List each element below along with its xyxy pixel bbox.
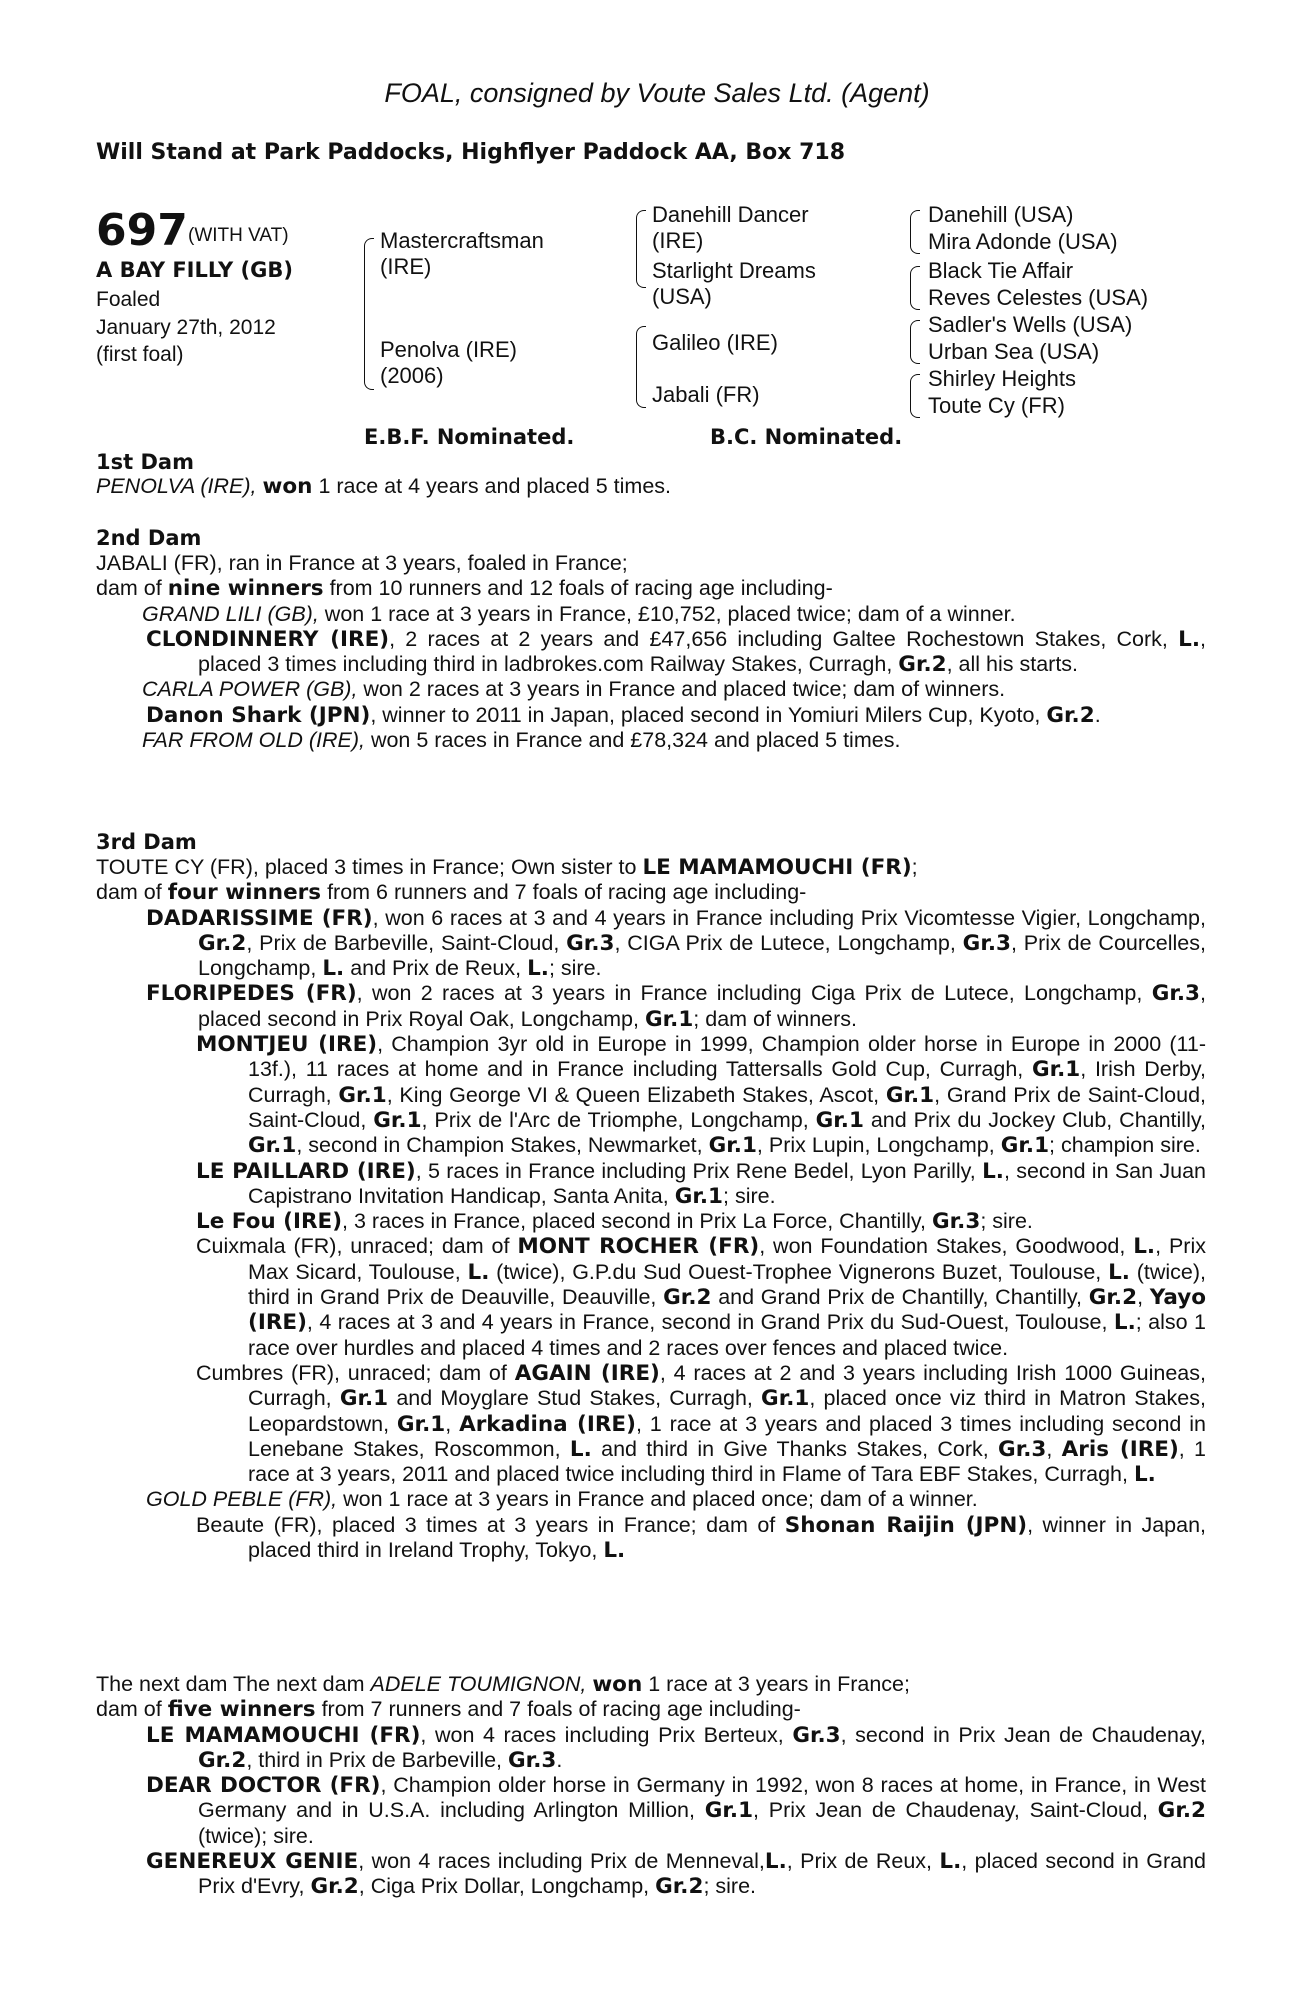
text: dam of <box>96 880 162 905</box>
ggs-1: Danehill (USA) <box>928 202 1074 227</box>
grade: Gr.1 <box>1000 1133 1050 1159</box>
produce-genereux-genie <box>96 1849 1206 1900</box>
produce-carla-power <box>96 677 1206 702</box>
horse-name: Arkadina (IRE) <box>459 1411 636 1437</box>
horse-name: LE MAMAMOUCHI (FR) <box>146 1722 421 1748</box>
text: , won 2 races at 3 years in France including Ciga Prix de Lutece, Longchamp, <box>356 981 1143 1006</box>
text: , Ciga Prix Dollar, Longchamp, <box>358 1874 650 1899</box>
ggs-8: Toute Cy (FR) <box>928 393 1065 418</box>
sire <box>380 228 544 280</box>
text: won 5 races in France and £78,324 and placed 5 times. <box>370 728 901 753</box>
grade: Gr.1 <box>248 1133 297 1159</box>
text: dam of <box>96 576 162 601</box>
text: , won Foundation Stakes, Goodwood, <box>759 1234 1126 1259</box>
text: , Champion 3yr old in Europe in 1999, Champion older horse in Europe in 2000 (11-13f.), 11 races at home and in France including Tattersalls Gold Cup, Curragh, <box>248 1032 1206 1082</box>
grade: Gr.1 <box>373 1107 422 1133</box>
grade: L. <box>1133 1234 1156 1260</box>
horse-name: LE PAILLARD (IRE) <box>196 1158 416 1184</box>
granddam-1 <box>652 258 816 310</box>
text: , second in San Juan Capistrano Invitation Handicap, Santa Anita, <box>248 1158 1206 1208</box>
horse-name: CLONDINNERY (IRE) <box>146 626 390 652</box>
bc-nominated: B.C. Nominated. <box>710 425 903 449</box>
gs2-name: Starlight Dreams <box>652 258 816 283</box>
produce-le-mamamouchi <box>96 1723 1206 1774</box>
text: ; sire. <box>703 1874 757 1899</box>
text: , all his starts. <box>946 652 1079 677</box>
grade: L. <box>467 1259 490 1285</box>
text: ; champion sire. <box>1049 1133 1201 1158</box>
grade: L. <box>982 1158 1004 1184</box>
grade: Gr.1 <box>339 1386 389 1412</box>
grade: Gr.2 <box>663 1285 712 1311</box>
grade: L. <box>1108 1259 1130 1285</box>
horse-name: GOLD PEBLE (FR), <box>146 1487 338 1512</box>
text: , winner to 2011 in Japan, placed second in Yomiuri Milers Cup, Kyoto, <box>370 702 1041 727</box>
text: , second in Prix Jean de Chaudenay, <box>840 1722 1207 1747</box>
text: Cuixmala (FR), unraced; dam of <box>196 1234 510 1259</box>
text: (twice); sire. <box>198 1823 314 1848</box>
page-header: FOAL, consigned by Voute Sales Ltd. (Agent) <box>384 78 930 108</box>
produce-grand-lili <box>96 602 1206 627</box>
horse-name: LE MAMAMOUCHI (FR) <box>642 855 912 880</box>
next-dam-line-1 <box>96 1672 1206 1697</box>
text: , won 4 races including Prix Berteux, <box>420 1722 784 1747</box>
dam-name: Penolva (IRE) <box>380 337 517 362</box>
horse-name: Yayo (IRE) <box>248 1285 1207 1336</box>
text: ; <box>911 855 918 879</box>
horse-name: FLORIPEDES (FR) <box>146 981 357 1007</box>
text: , won 4 races including Prix de Menneval, <box>358 1849 765 1874</box>
text: Beaute (FR), placed 3 times at 3 years in France; dam of <box>196 1512 776 1537</box>
text: , 4 races at 2 and 3 years including Irish 1000 Guineas, Curragh, <box>248 1360 1206 1411</box>
grade: L. <box>603 1538 626 1564</box>
grade: L. <box>1178 626 1201 652</box>
grade: Gr.2 <box>198 930 247 956</box>
text: from 7 runners and 7 foals of racing age including- <box>321 1697 801 1722</box>
text: , Irish Derby, Curragh, <box>248 1057 1206 1107</box>
first-dam-text: 1 race at 4 years and placed 5 times. <box>318 474 671 498</box>
first-dam-section <box>96 474 1206 499</box>
produce-clondinnery <box>96 627 1206 678</box>
horse-name: MONT ROCHER (FR) <box>517 1234 760 1260</box>
won-label: won <box>592 1672 643 1697</box>
grade: Gr.2 <box>898 652 947 678</box>
horse-name: Le Fou (IRE) <box>196 1209 343 1235</box>
grade: Gr.2 <box>1046 702 1095 728</box>
winners-count: nine winners <box>167 576 324 602</box>
text: , Prix Jean de Chaudenay, Saint-Cloud, <box>753 1798 1148 1823</box>
next-dam-section <box>96 1672 1206 1900</box>
grade: Gr.2 <box>1157 1798 1206 1824</box>
grade: L. <box>322 956 345 982</box>
text: , Prix de Courcelles, Longchamp, <box>198 930 1206 981</box>
produce-le-fou <box>96 1209 1206 1234</box>
horse-name: CARLA POWER (GB), <box>142 677 358 702</box>
grade: Gr.3 <box>932 1209 981 1235</box>
text: won 2 races at 3 years in France and placed twice; dam of winners. <box>363 677 1006 702</box>
dam-year: (2006) <box>380 363 444 388</box>
grade: L. <box>1113 1310 1136 1336</box>
produce-dear-doctor <box>96 1773 1206 1849</box>
horse-name: AGAIN (IRE) <box>514 1360 660 1386</box>
grade: Gr.1 <box>815 1107 864 1133</box>
text: (twice), third in Grand Prix de Deauville, Deauville, <box>248 1259 1206 1310</box>
produce-le-paillard <box>96 1159 1206 1210</box>
produce-danon-shark <box>96 703 1206 728</box>
horse-name: FAR FROM OLD (IRE), <box>142 728 365 753</box>
produce-far-from-old <box>96 728 1206 753</box>
text: , <box>1046 1436 1053 1461</box>
text: and third in Give Thanks Stakes, Cork, <box>601 1436 989 1461</box>
second-dam-section <box>96 551 1206 753</box>
grade: Gr.1 <box>1031 1057 1081 1083</box>
text: , Prix de Reux, <box>786 1849 933 1874</box>
grade: Gr.1 <box>338 1082 387 1108</box>
text: TOUTE CY (FR), placed 3 times in France; Own sister to <box>96 855 637 879</box>
ggs-5: Sadler's Wells (USA) <box>928 312 1133 337</box>
text: , placed second in Grand Prix d'Evry, <box>198 1849 1207 1899</box>
text: , CIGA Prix de Lutece, Longchamp, <box>614 930 956 955</box>
gs1-country: (IRE) <box>652 228 704 253</box>
won-label: won <box>262 474 313 499</box>
text: , 2 races at 2 years and £47,656 including Galtee Rochestown Stakes, Cork, <box>389 626 1168 651</box>
produce-beaute <box>96 1513 1206 1564</box>
produce-montjeu <box>96 1032 1206 1158</box>
text: ; dam of winners. <box>693 1006 858 1031</box>
ggs-brace-3 <box>910 320 920 364</box>
text: won 1 race at 3 years in France and placed once; dam of a winner. <box>343 1487 978 1512</box>
text: , Prix Lupin, Longchamp, <box>756 1133 995 1158</box>
lot-name: A BAY FILLY (GB) <box>96 258 293 282</box>
dam-line-brace <box>636 326 646 408</box>
text: , 1 race at 3 years, 2011 and placed twice including third in Flame of Tara EBF Stakes, Curragh, <box>248 1436 1207 1487</box>
produce-dadarissime <box>96 906 1206 982</box>
text: ; sire. <box>548 956 602 981</box>
grade: L. <box>1133 1462 1156 1488</box>
text: , Prix de l'Arc de Triomphe, Longchamp, <box>421 1107 809 1132</box>
sire-name: Mastercraftsman <box>380 228 544 253</box>
text: , Grand Prix de Saint-Cloud, Saint-Cloud, <box>248 1082 1206 1132</box>
grade: L. <box>939 1849 962 1875</box>
text: , placed second in Prix Royal Oak, Longchamp, <box>198 981 1206 1031</box>
text: , Prix de Barbeville, Saint-Cloud, <box>246 930 560 955</box>
text: . <box>1094 702 1101 727</box>
sire-line-brace <box>636 210 646 288</box>
grade: Gr.3 <box>1151 981 1201 1007</box>
horse-name: GRAND LILI (GB), <box>142 601 319 626</box>
text: , winner in Japan, placed third in Ireland Trophy, Tokyo, <box>248 1512 1207 1563</box>
text: won 1 race at 3 years in France, £10,752, placed twice; dam of a winner. <box>324 601 1016 626</box>
pedigree-brace <box>364 238 374 390</box>
horse-name: DADARISSIME (FR) <box>146 905 373 931</box>
grade: Gr.3 <box>998 1436 1047 1462</box>
text: , Prix Max Sicard, Toulouse, <box>248 1234 1206 1284</box>
text: 1 race at 3 years in France; <box>648 1672 910 1696</box>
text: ; also 1 race over hurdles and placed 4 times and 2 races over fences and placed twice. <box>248 1310 1206 1360</box>
text: , <box>1137 1285 1144 1310</box>
text: . <box>556 1747 563 1772</box>
grade: Gr.1 <box>674 1183 724 1209</box>
text: , second in Champion Stakes, Newmarket, <box>296 1133 703 1158</box>
grade: Gr.1 <box>885 1082 935 1108</box>
horse-name: ADELE TOUMIGNON, <box>370 1672 587 1696</box>
sire-country: (IRE) <box>380 254 432 279</box>
produce-gold-peble <box>96 1487 1206 1512</box>
grade: Gr.3 <box>962 930 1011 956</box>
dam-name: PENOLVA (IRE), <box>96 474 257 498</box>
ggs-3: Black Tie Affair <box>928 258 1074 283</box>
foaled-date: January 27th, 2012 <box>96 316 276 339</box>
text: , 5 races in France including Prix Rene Bedel, Lyon Parilly, <box>415 1158 976 1183</box>
grandsire-2: Galileo (IRE) <box>652 330 778 355</box>
text: , placed 3 times including third in ladbrokes.com Railway Stakes, Curragh, <box>198 626 1206 677</box>
grade: Gr.1 <box>761 1386 810 1412</box>
third-dam-heading: 3rd Dam <box>96 830 197 854</box>
ggs-7: Shirley Heights <box>928 366 1076 391</box>
foaled-label: Foaled <box>96 288 161 311</box>
grade: Gr.1 <box>396 1411 446 1437</box>
horse-name: Shonan Raijin (JPN) <box>784 1512 1028 1538</box>
ggs-2: Mira Adonde (USA) <box>928 229 1118 254</box>
next-dam-line-2 <box>96 1697 1206 1722</box>
grade: Gr.2 <box>198 1747 247 1773</box>
ggs-6: Urban Sea (USA) <box>928 339 1100 364</box>
gs1-name: Danehill Dancer <box>652 202 809 227</box>
text: and Moyglare Stud Stakes, Curragh, <box>396 1386 753 1411</box>
stand-location: Will Stand at Park Paddocks, Highflyer Paddock AA, Box 718 <box>96 140 846 165</box>
granddam-2: Jabali (FR) <box>652 382 760 407</box>
third-dam-section <box>96 855 1206 1563</box>
text: and Prix du Jockey Club, Chantilly, <box>870 1107 1206 1132</box>
produce-cuixmala <box>96 1234 1206 1360</box>
third-dam-line-1 <box>96 855 1206 880</box>
winners-count: five winners <box>167 1697 316 1723</box>
text: ; sire. <box>723 1183 776 1208</box>
second-dam-line-2 <box>96 576 1206 601</box>
text: dam of <box>96 1697 162 1722</box>
ggs-brace-4 <box>910 374 920 418</box>
text: , <box>445 1411 452 1436</box>
horse-name: GENEREUX GENIE <box>146 1849 359 1875</box>
grade: Gr.3 <box>566 930 615 956</box>
produce-cumbres <box>96 1361 1206 1487</box>
winners-count: four winners <box>167 880 322 906</box>
horse-name: Danon Shark (JPN) <box>146 702 371 728</box>
dam <box>380 337 517 389</box>
second-dam-heading: 2nd Dam <box>96 526 202 550</box>
lot-number: 697 <box>96 205 188 256</box>
grade: Gr.2 <box>310 1874 359 1900</box>
foal-note: (first foal) <box>96 343 184 366</box>
grade: Gr.2 <box>655 1874 704 1900</box>
text: , third in Prix de Barbeville, <box>246 1747 503 1772</box>
grade: L. <box>527 956 549 982</box>
first-dam-heading: 1st Dam <box>96 450 194 474</box>
grade: Gr.3 <box>792 1722 841 1748</box>
grade: Gr.2 <box>1088 1285 1138 1311</box>
grade: Gr.3 <box>508 1747 557 1773</box>
grade: L. <box>764 1849 787 1875</box>
horse-name: Aris (IRE) <box>1061 1436 1179 1462</box>
text: , King George VI & Queen Elizabeth Stakes, Ascot, <box>386 1082 880 1107</box>
second-dam-line-1: JABALI (FR), ran in France at 3 years, foaled in France; <box>96 551 628 575</box>
ebf-nominated: E.B.F. Nominated. <box>364 425 575 449</box>
ggs-brace-2 <box>910 266 920 310</box>
text: , won 6 races at 3 and 4 years in France including Prix Vicomtesse Vigier, Longchamp, <box>372 905 1206 930</box>
text: , placed once viz third in Matron Stakes, Leopardstown, <box>248 1386 1206 1436</box>
ggs-brace-1 <box>910 210 920 254</box>
text: , 4 races at 3 and 4 years in France, second in Grand Prix du Sud-Ouest, Toulouse, <box>306 1310 1108 1335</box>
text: from 10 runners and 12 foals of racing age including- <box>329 576 833 601</box>
text: , Champion older horse in Germany in 1992, won 8 races at home, in France, in West Germany and in U.S.A. including Arlington Million, <box>198 1773 1207 1823</box>
grade: Gr.1 <box>708 1133 757 1159</box>
text: ; sire. <box>980 1209 1033 1234</box>
horse-name: MONTJEU (IRE) <box>196 1032 378 1058</box>
text: , 3 races in France, placed second in Prix La Force, Chantilly, <box>342 1209 927 1234</box>
vat-label: (WITH VAT) <box>188 225 289 246</box>
horse-name: DEAR DOCTOR (FR) <box>146 1773 381 1799</box>
text: , 1 race at 3 years and placed 3 times including second in Lenebane Stakes, Roscommon, <box>248 1411 1206 1461</box>
gs2-country: (USA) <box>652 284 712 309</box>
text: The next dam The next dam <box>96 1672 365 1696</box>
third-dam-line-2 <box>96 880 1206 905</box>
grade: Gr.1 <box>644 1006 694 1032</box>
text: and Grand Prix de Chantilly, Chantilly, <box>718 1285 1083 1310</box>
produce-floripedes <box>96 981 1206 1032</box>
grandsire-1 <box>652 202 809 254</box>
grade: L. <box>569 1436 592 1462</box>
text: (twice), G.P.du Sud Ouest-Trophee Vignerons Buzet, Toulouse, <box>496 1259 1102 1284</box>
grade: Gr.1 <box>704 1798 754 1824</box>
text: and Prix de Reux, <box>350 956 522 981</box>
text: from 6 runners and 7 foals of racing age including- <box>327 880 807 905</box>
text: Cumbres (FR), unraced; dam of <box>196 1360 507 1385</box>
ggs-4: Reves Celestes (USA) <box>928 285 1149 310</box>
